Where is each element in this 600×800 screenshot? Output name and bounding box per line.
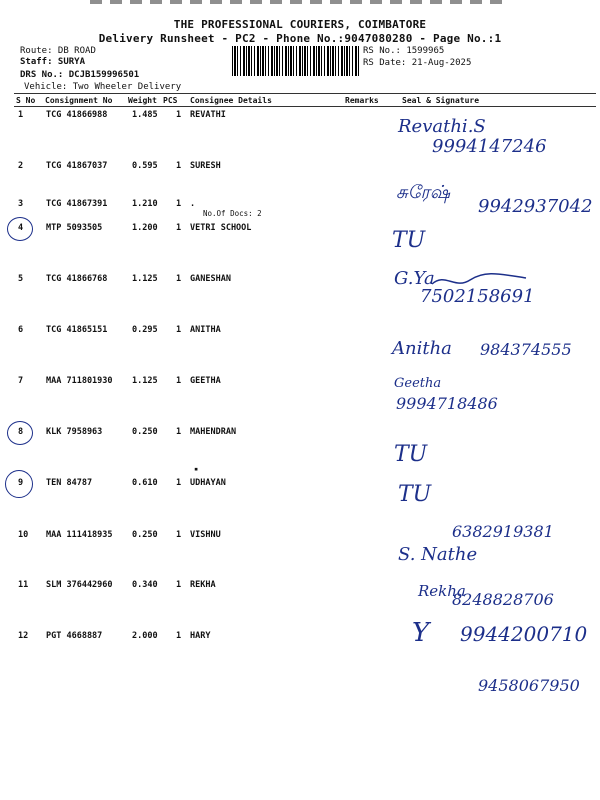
vehicle-label: Vehicle: Two Wheeler Delivery <box>24 82 182 92</box>
row-consignment: TCG 41867037 <box>46 161 108 171</box>
phone-hary: 9944200710 <box>460 622 588 646</box>
row-pcs: 1 <box>176 530 182 540</box>
row-sno: 7 <box>18 376 24 386</box>
barcode <box>232 46 360 76</box>
phone-suresh: 9942937042 <box>478 196 593 217</box>
row-weight: 1.485 <box>132 110 158 120</box>
row-consignee: SURESH <box>190 161 221 171</box>
row-pcs: 1 <box>176 478 182 488</box>
signature-revathi: Revathi.S <box>398 116 486 137</box>
runsheet-subtitle: Delivery Runsheet - PC2 - Phone No.:9047080280 - Page No.:1 <box>98 32 502 45</box>
row-pcs: 1 <box>176 199 182 209</box>
rs-date: RS Date: 21-Aug-2025 <box>363 58 472 68</box>
row-consignment: KLK 7958963 <box>46 427 103 437</box>
row-sno: 9 <box>18 478 24 488</box>
col-sno: S No <box>16 96 36 105</box>
row-pcs: 1 <box>176 161 182 171</box>
row-sno: 6 <box>18 325 24 335</box>
signature-suresh: சுரேஷ் <box>396 182 450 203</box>
row-weight: 0.250 <box>132 427 158 437</box>
row-pcs: 1 <box>176 325 182 335</box>
signature-vishnu: S. Nathe <box>398 544 478 565</box>
row-consignee: UDHAYAN <box>190 478 226 488</box>
row-consignee: GEETHA <box>190 376 221 386</box>
row-weight: 1.125 <box>132 274 158 284</box>
row-weight: 1.200 <box>132 223 158 233</box>
tu-mark-row8: TU <box>394 442 428 467</box>
page-top-edge <box>90 0 510 4</box>
row-consignment: TCG 41867391 <box>46 199 108 209</box>
company-title: THE PROFESSIONAL COURIERS, COIMBATORE <box>173 18 427 31</box>
row-sno: 5 <box>18 274 24 284</box>
row-pcs: 1 <box>176 376 182 386</box>
row-pcs: 1 <box>176 274 182 284</box>
phone-vishnu: 6382919381 <box>452 522 554 541</box>
row-consignee: ANITHA <box>190 325 221 335</box>
row-consignee: VISHNU <box>190 530 221 540</box>
tu-mark-row9: TU <box>398 482 432 507</box>
header-rule-top <box>14 93 596 94</box>
col-consignee: Consignee Details <box>190 96 272 105</box>
row-consignment: TEN 84787 <box>46 478 93 488</box>
row-consignee: VETRI SCHOOL <box>190 223 252 233</box>
row-sno: 1 <box>18 110 24 120</box>
row-consignee: HARY <box>190 631 211 641</box>
col-pcs: PCS <box>163 96 178 105</box>
row-weight: 1.210 <box>132 199 158 209</box>
signature-geetha: Geetha <box>394 376 442 391</box>
row-pcs: 1 <box>176 223 182 233</box>
row-consignee: . <box>190 199 196 209</box>
row-consignment: SLM 376442960 <box>46 580 113 590</box>
row-9-circle-mark <box>5 470 33 498</box>
row-consignment: PGT 4668887 <box>46 631 103 641</box>
phone-rekha: 8248828706 <box>452 590 554 609</box>
row-sno: 8 <box>18 427 24 437</box>
row-pcs: 1 <box>176 631 182 641</box>
col-weight: Weight <box>128 96 157 105</box>
col-seal-signature: Seal & Signature <box>402 96 480 105</box>
row-sno: 2 <box>18 161 24 171</box>
row-consignment: MAA 711801930 <box>46 376 113 386</box>
signature-hary: Y <box>412 618 430 648</box>
row-docs-note: No.Of Docs: 2 <box>203 209 262 218</box>
col-consignment: Consignment No <box>45 96 113 105</box>
row-weight: 0.295 <box>132 325 158 335</box>
header-rule-bottom <box>14 106 596 107</box>
signature-anitha: Anitha <box>392 338 452 359</box>
udhayan-dot-mark: ▪ <box>194 465 199 473</box>
row-pcs: 1 <box>176 110 182 120</box>
row-pcs: 1 <box>176 580 182 590</box>
phone-ganeshan: 7502158691 <box>420 286 535 307</box>
row-weight: 1.125 <box>132 376 158 386</box>
row-weight: 0.250 <box>132 530 158 540</box>
phone-geetha: 9994718486 <box>396 394 498 413</box>
phone-revathi: 9994147246 <box>432 136 547 157</box>
row-weight: 0.595 <box>132 161 158 171</box>
rs-number: RS No.: 1599965 <box>363 46 445 56</box>
signature-rekha: Rekha <box>418 582 466 600</box>
row-8-circle-mark <box>7 421 33 445</box>
phone-anitha: 984374555 <box>480 340 572 359</box>
row-sno: 11 <box>18 580 29 590</box>
drs-label: DRS No.: DCJB159996501 <box>20 70 140 80</box>
staff-label: Staff: SURYA <box>20 57 86 67</box>
row-4-circle-mark <box>7 217 33 241</box>
row-sno: 3 <box>18 199 24 209</box>
row-sno: 12 <box>18 631 29 641</box>
row-weight: 2.000 <box>132 631 158 641</box>
row-weight: 0.340 <box>132 580 158 590</box>
row-sno: 10 <box>18 530 29 540</box>
row-consignment: TCG 41866988 <box>46 110 108 120</box>
phone-hary-alt: 9458067950 <box>478 676 580 695</box>
col-remarks: Remarks <box>345 96 379 105</box>
row-sno: 4 <box>18 223 24 233</box>
row-consignment: MAA 111418935 <box>46 530 113 540</box>
tu-mark-row4: TU <box>392 228 426 253</box>
row-consignment: TCG 41865151 <box>46 325 108 335</box>
row-consignment: TCG 41866768 <box>46 274 108 284</box>
row-consignee: MAHENDRAN <box>190 427 237 437</box>
row-consignment: MTP 5093505 <box>46 223 103 233</box>
signature-ganeshan: G.Ya <box>394 268 435 289</box>
row-weight: 0.610 <box>132 478 158 488</box>
row-consignee: REKHA <box>190 580 216 590</box>
row-consignee: GANESHAN <box>190 274 231 284</box>
row-pcs: 1 <box>176 427 182 437</box>
route-label: Route: DB ROAD <box>20 46 96 56</box>
row-consignee: REVATHI <box>190 110 226 120</box>
